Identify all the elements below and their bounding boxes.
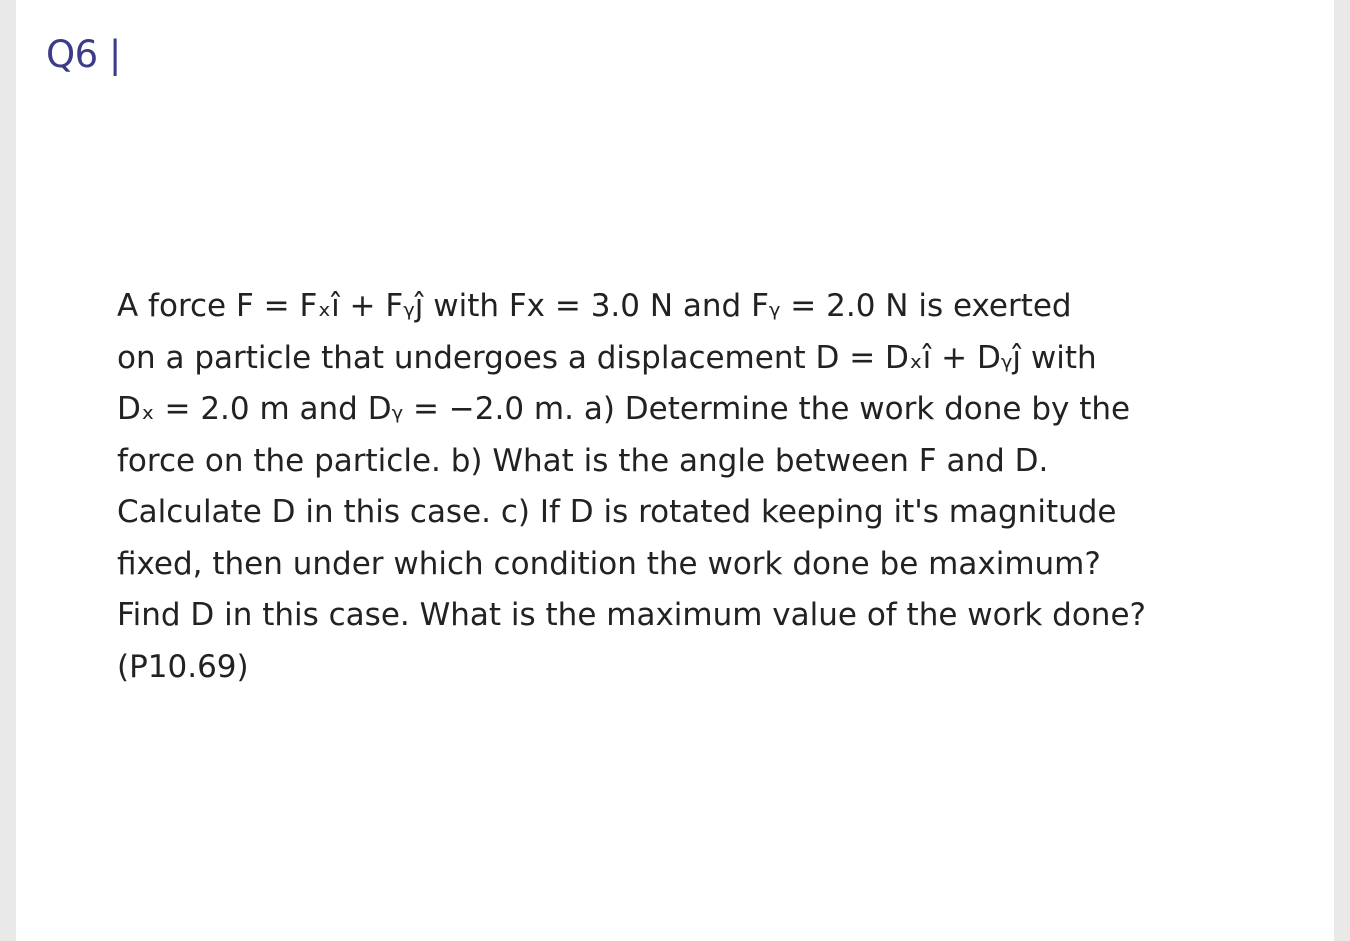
slide-title: Q6 | [46,33,121,76]
problem-line-3: Dₓ = 2.0 m and Dᵧ = −2.0 m. a) Determine the work done by the [117,391,1131,427]
problem-line-1: A force F = Fₓî + Fᵧĵ with Fx = 3.0 N and Fᵧ = 2.0 N is exerted [117,288,1072,324]
problem-line-7: Find D in this case. What is the maximum value of the work done? [117,597,1146,633]
problem-line-2: on a particle that undergoes a displacement D = Dₓî + Dᵧĵ with [117,339,1097,376]
problem-line-4: force on the particle. b) What is the angle between F and D. [117,442,1049,479]
slide-page [16,0,1334,941]
problem-line-8: (P10.69) [117,648,249,685]
problem-line-6: fixed, then under which condition the work done be maximum? [117,545,1101,582]
problem-statement [117,281,1257,693]
problem-line-5: Calculate D in this case. c) If D is rotated keeping it's magnitude [117,494,1117,530]
